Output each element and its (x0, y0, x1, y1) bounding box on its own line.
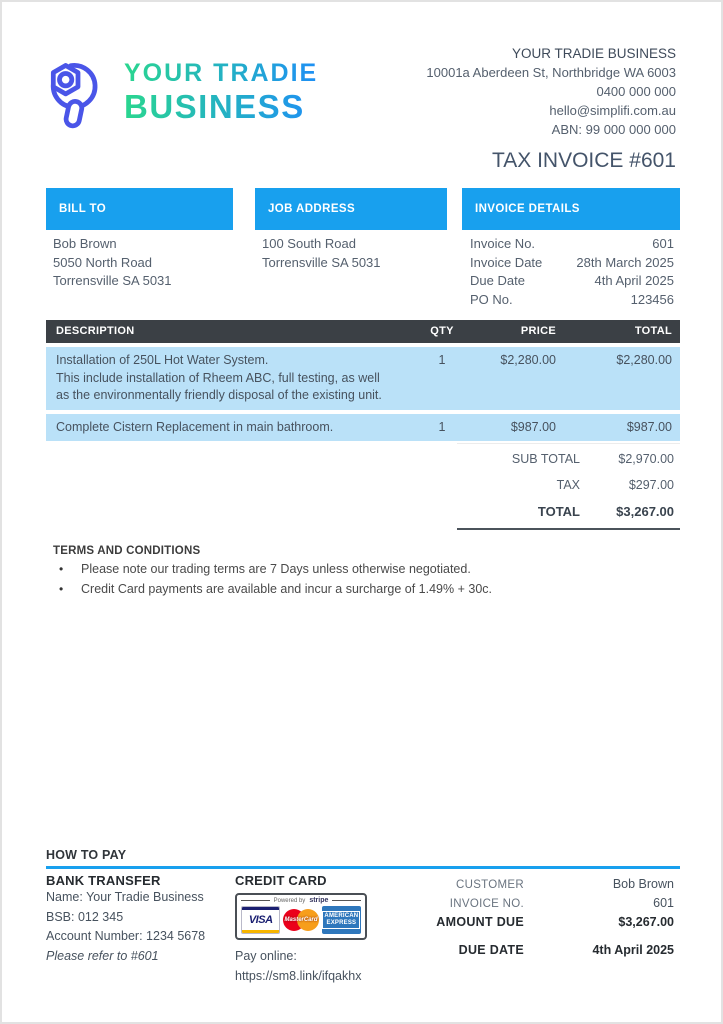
bullet-dot: • (59, 562, 64, 576)
bill-to-name: Bob Brown (53, 236, 117, 251)
bank-account-name: Name: Your Tradie Business (46, 890, 204, 904)
col-header-price: PRICE (520, 325, 556, 337)
business-name: YOUR TRADIE BUSINESS (511, 46, 676, 61)
invoice-date-label: Invoice Date (470, 254, 543, 270)
job-address-title: JOB ADDRESS (268, 203, 356, 215)
total-value: $3,267.00 (616, 504, 674, 519)
table-row (46, 414, 680, 442)
invoice-details-header (462, 188, 680, 230)
amount-due-row (392, 912, 674, 931)
customer-row (392, 874, 674, 893)
bill-to-street: 5050 North Road (53, 254, 153, 270)
invoice-details-title: INVOICE DETAILS (475, 203, 580, 215)
amount-due-value: $3,267.00 (618, 914, 674, 929)
mastercard-wordmark: MasterCard (284, 917, 318, 923)
business-phone: 0400 000 000 (596, 84, 676, 99)
bank-transfer-block (46, 873, 231, 966)
business-abn: ABN: 99 000 000 000 (551, 122, 676, 137)
bullet-dot: • (59, 582, 64, 596)
business-details (426, 44, 676, 173)
total-label: TOTAL (537, 504, 580, 519)
summary-invoice-no-row (392, 893, 674, 912)
due-date-value: 4th April 2025 (594, 273, 674, 288)
how-to-pay-title: HOW TO PAY (46, 848, 127, 862)
bank-transfer-title: BANK TRANSFER (46, 873, 161, 888)
powered-by-label: Powered by (273, 897, 306, 904)
invoice-number-label: Invoice No. (470, 236, 536, 251)
amex-wordmark: AMERICAN EXPRESS (322, 911, 360, 929)
credit-card-title: CREDIT CARD (235, 873, 327, 888)
invoice-number-row (470, 235, 674, 254)
item-title: Complete Cistern Replacement in main bathroom. (56, 419, 334, 434)
logo-line1: YOUR TRADIE (124, 59, 319, 87)
summary-due-date-row (392, 940, 674, 959)
po-number-value: 123456 (630, 291, 674, 307)
credit-card-block (235, 873, 385, 986)
bill-to-address (53, 235, 172, 291)
summary-due-date-label: DUE DATE (458, 942, 524, 957)
stripe-payment-badge (235, 893, 367, 940)
visa-icon (241, 906, 280, 934)
terms-item-text: Please note our trading terms are 7 Days unless otherwise negotiated. (81, 562, 471, 576)
bank-reference-note: Please refer to #601 (46, 948, 159, 963)
item-total: $2,280.00 (616, 353, 672, 367)
amex-icon (322, 906, 361, 934)
pay-online-link[interactable]: https://sm8.link/ifqakhx (235, 968, 362, 983)
table-row (46, 347, 680, 410)
terms-and-conditions (53, 545, 553, 597)
due-date-label: Due Date (470, 273, 525, 288)
payment-summary (392, 874, 674, 959)
tax-label: TAX (556, 478, 580, 492)
item-qty: 1 (438, 353, 446, 367)
po-number-row (470, 291, 674, 310)
stripe-logo: stripe (309, 897, 329, 904)
visa-wordmark: VISA (248, 914, 273, 926)
invoice-number-value: 601 (652, 236, 674, 251)
business-address: 10001a Aberdeen St, Northbridge WA 6003 (426, 65, 676, 80)
job-street: 100 South Road (262, 236, 356, 251)
subtotal-label: SUB TOTAL (511, 452, 580, 466)
invoice-details-list (470, 235, 674, 309)
item-detail: This include installation of Rheem ABC, full testing, as well as the environmentally friendly disposal of the existing unit. (56, 370, 382, 402)
bank-bsb: BSB: 012 345 (46, 909, 124, 924)
invoice-title: TAX INVOICE #601 (491, 149, 676, 172)
subtotal-value: $2,970.00 (618, 452, 674, 466)
tax-value: $297.00 (628, 478, 674, 492)
logo-line2: BUSINESS (124, 88, 305, 125)
col-header-total: TOTAL (634, 325, 672, 337)
terms-item (53, 582, 553, 597)
item-qty: 1 (438, 419, 446, 434)
item-description (46, 352, 407, 405)
mastercard-icon (282, 906, 319, 934)
job-address-header (255, 188, 447, 230)
terms-title: TERMS AND CONDITIONS (53, 545, 201, 557)
card-logos (241, 906, 361, 934)
total-row (457, 498, 680, 525)
terms-item (53, 562, 553, 577)
line-items-table (46, 320, 680, 441)
customer-value: Bob Brown (612, 876, 674, 891)
tax-row (457, 472, 680, 498)
customer-label: CUSTOMER (456, 878, 524, 891)
how-to-pay-divider (46, 866, 680, 869)
job-city: Torrensville SA 5031 (262, 254, 381, 270)
due-date-row (470, 272, 674, 291)
summary-invoice-no-value: 601 (653, 895, 674, 910)
totals-block (457, 443, 680, 530)
summary-invoice-no-label: INVOICE NO. (449, 897, 524, 910)
visa-bottom-stripe (242, 930, 279, 933)
invoice-date-value: 28th March 2025 (576, 254, 674, 270)
subtotal-row (457, 446, 680, 472)
item-total: $987.00 (626, 419, 672, 434)
col-header-description: DESCRIPTION (56, 325, 135, 337)
wrench-nut-icon (40, 54, 116, 130)
bill-to-city: Torrensville SA 5031 (53, 273, 172, 288)
item-price: $987.00 (510, 419, 556, 434)
amount-due-label: AMOUNT DUE (436, 914, 524, 929)
po-number-label: PO No. (470, 291, 513, 307)
powered-by-stripe (241, 897, 361, 904)
bill-to-title: BILL TO (59, 203, 107, 215)
business-email: hello@simplifi.com.au (549, 103, 676, 118)
bank-account-number: Account Number: 1234 5678 (46, 929, 206, 943)
table-header-row (46, 320, 680, 343)
col-header-qty: QTY (430, 325, 454, 337)
job-address-lines (262, 235, 381, 272)
logo-wordmark (124, 61, 318, 123)
pay-online-label: Pay online: (235, 949, 297, 963)
invoice-date-row (470, 254, 674, 273)
summary-due-date-value: 4th April 2025 (592, 942, 674, 957)
company-logo (40, 54, 318, 130)
item-price: $2,280.00 (500, 353, 556, 367)
item-description (46, 419, 407, 437)
terms-item-text: Credit Card payments are available and incur a surcharge of 1.49% + 30c. (81, 582, 492, 596)
item-title: Installation of 250L Hot Water System. (56, 353, 269, 367)
bill-to-header (46, 188, 233, 230)
